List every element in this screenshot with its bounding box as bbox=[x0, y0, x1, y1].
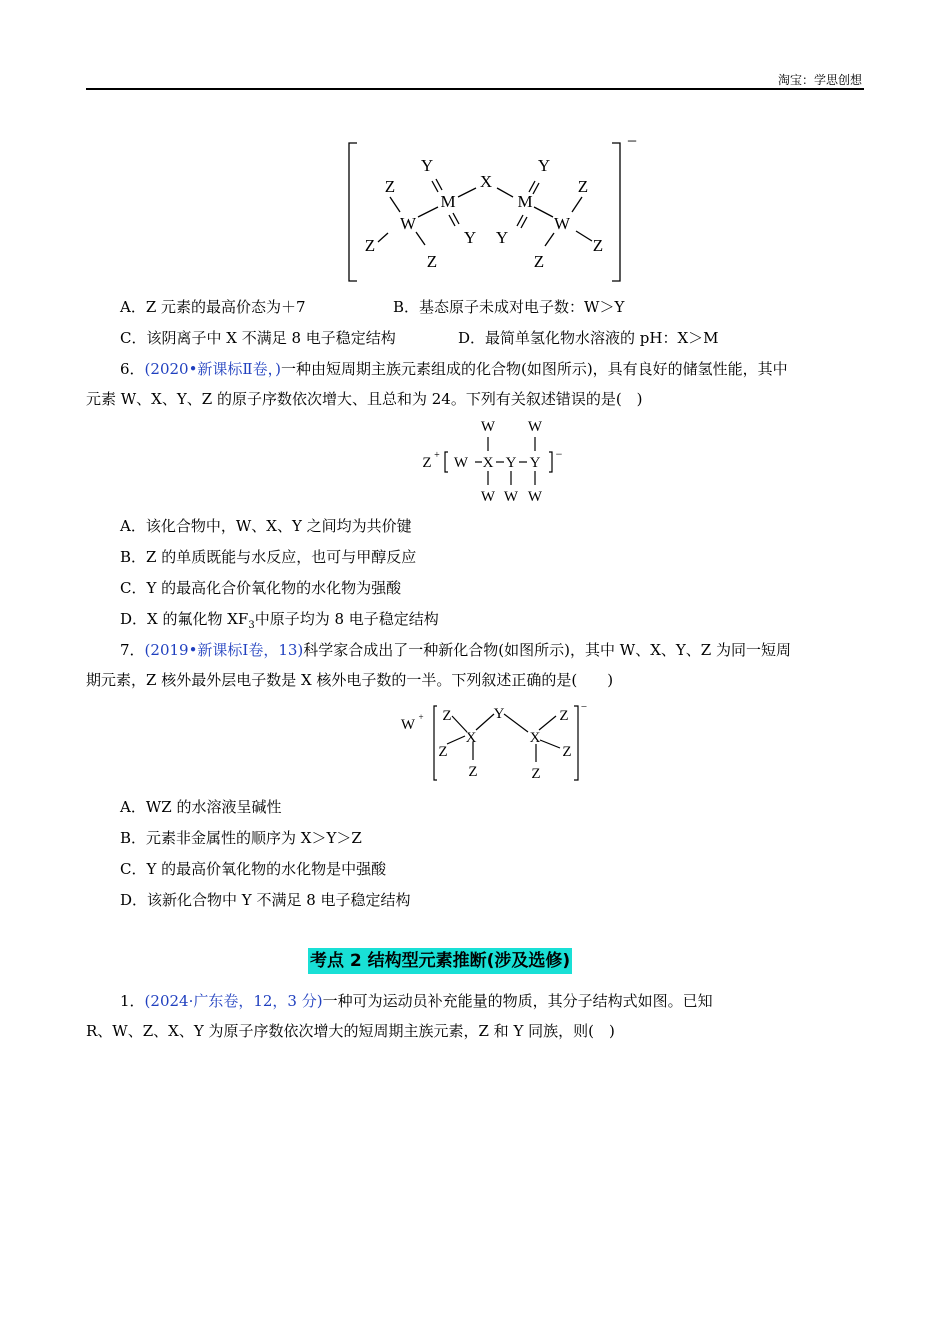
q7-source: (2019•新课标Ⅰ卷，13) bbox=[144, 641, 304, 659]
atom-z: Z bbox=[438, 744, 448, 760]
atom-y: Y bbox=[505, 455, 517, 471]
figure1-left-bracket bbox=[349, 143, 357, 281]
cation-plus: + bbox=[434, 450, 440, 461]
atom-z: Z bbox=[442, 708, 452, 724]
bond bbox=[458, 188, 476, 197]
bond bbox=[449, 215, 455, 226]
atom-w: W bbox=[480, 489, 496, 505]
atom-z: Z bbox=[468, 764, 478, 780]
atom-z: Z bbox=[531, 766, 541, 782]
atom-x: X bbox=[465, 730, 477, 746]
cation-z: Z bbox=[422, 455, 432, 471]
bond bbox=[432, 181, 438, 192]
atom-w: W bbox=[553, 214, 571, 233]
q6-option-a: A．该化合物中，W、X、Y 之间均为共价键 bbox=[120, 517, 412, 535]
q1-stem-line1: 1．(2024·广东卷，12，3 分)一种可为运动员补充能量的物质，其分子结构式如图。已知 bbox=[120, 992, 713, 1010]
atom-x: X bbox=[479, 172, 493, 191]
anion-charge: − bbox=[555, 447, 563, 461]
q7-option-b: B．元素非金属性的顺序为 X＞Y＞Z bbox=[120, 829, 362, 847]
atom-y: Y bbox=[495, 228, 509, 247]
bond bbox=[545, 233, 554, 246]
q7-option-d: D．该新化合物中 Y 不满足 8 电子稳定结构 bbox=[120, 891, 411, 909]
atom-w: W bbox=[480, 419, 496, 435]
atom-z: Z bbox=[426, 252, 438, 271]
atom-w: W bbox=[527, 489, 543, 505]
q1-source: (2024·广东卷，12，3 分) bbox=[144, 992, 323, 1010]
atom-y: Y bbox=[529, 455, 541, 471]
atom-z: Z bbox=[364, 236, 376, 255]
atom-y: Y bbox=[463, 228, 477, 247]
cation-plus: + bbox=[418, 712, 424, 722]
q1-stem-line2: R、W、Z、X、Y 为原子序数依次增大的短周期主族元素，Z 和 Y 同族，则( ) bbox=[86, 1022, 615, 1040]
atom-w: W bbox=[503, 489, 519, 505]
atom-y: Y bbox=[420, 156, 434, 175]
q7-option-a: A．WZ 的水溶液呈碱性 bbox=[120, 798, 282, 816]
atom-z: Z bbox=[562, 744, 572, 760]
q7-stem-line2: 期元素，Z 核外最外层电子数是 X 核外电子数的一半。下列叙述正确的是( ) bbox=[86, 671, 614, 689]
q6-stem-line2: 元素 W、X、Y、Z 的原子序数依次增大、且总和为 24。下列有关叙述错误的是( ) bbox=[86, 390, 643, 408]
figure1-charge: − bbox=[626, 135, 638, 151]
bond bbox=[517, 215, 523, 226]
section-heading: 考点 2 结构型元素推断(涉及选修) bbox=[308, 948, 572, 974]
bond bbox=[416, 232, 425, 245]
atom-m: M bbox=[517, 192, 533, 211]
atom-z: Z bbox=[559, 708, 569, 724]
atom-m: M bbox=[440, 192, 456, 211]
bond bbox=[390, 197, 400, 212]
atom-w: W bbox=[399, 214, 417, 233]
q5-option-a: A．Z 元素的最高价态为＋7 bbox=[120, 298, 306, 316]
figure1-right-bracket bbox=[612, 143, 620, 281]
bond bbox=[453, 213, 459, 224]
q6-option-c: C．Y 的最高化合价氧化物的水化物为强酸 bbox=[120, 579, 402, 597]
atom-w: W bbox=[527, 419, 543, 435]
anion-charge: − bbox=[580, 701, 588, 713]
q6-source: (2020•新课标Ⅱ卷，) bbox=[144, 360, 281, 378]
q7-option-c: C．Y 的最高价氧化物的水化物是中强酸 bbox=[120, 860, 387, 878]
bond bbox=[534, 207, 553, 217]
cation-w: W bbox=[400, 717, 416, 733]
q6-stem-line1: 6．(2020•新课标Ⅱ卷，)一种由短周期主族元素组成的化合物(如图所示)，具有良好的储氢性能，其中 bbox=[120, 360, 788, 378]
atom-w: W bbox=[453, 455, 469, 471]
q5-option-b: B．基态原子未成对电子数：W＞Y bbox=[393, 298, 625, 316]
bond bbox=[436, 179, 442, 190]
bond bbox=[378, 233, 388, 242]
atom-z: Z bbox=[592, 236, 604, 255]
bond bbox=[418, 207, 438, 217]
header-shop-text: 淘宝：学思创想 bbox=[777, 73, 862, 87]
q6-option-b: B．Z 的单质既能与水反应，也可与甲醇反应 bbox=[120, 548, 417, 566]
bond bbox=[497, 188, 513, 197]
figure3-structure bbox=[392, 700, 592, 784]
bond bbox=[572, 197, 582, 212]
atom-y: Y bbox=[537, 156, 551, 175]
bond bbox=[521, 217, 527, 228]
atom-y: Y bbox=[493, 706, 505, 722]
figure2-structure bbox=[415, 414, 575, 510]
atom-z: Z bbox=[577, 177, 589, 196]
bond bbox=[576, 231, 592, 241]
bond bbox=[533, 183, 539, 194]
bond bbox=[529, 181, 535, 192]
q5-option-d: D．最简单氢化物水溶液的 pH：X＞M bbox=[458, 329, 719, 347]
atom-z: Z bbox=[384, 177, 396, 196]
q5-option-c: C．该阴离子中 X 不满足 8 电子稳定结构 bbox=[120, 329, 396, 347]
figure1-structure bbox=[330, 135, 650, 290]
header-rule bbox=[86, 88, 864, 90]
atom-x: X bbox=[482, 455, 494, 471]
q7-stem-line1: 7．(2019•新课标Ⅰ卷，13)科学家合成出了一种新化合物(如图所示)，其中 W、X、Y、Z 为同一短周 bbox=[120, 641, 791, 659]
atom-x: X bbox=[529, 730, 541, 746]
atom-z: Z bbox=[533, 252, 545, 271]
q6-option-d: D．X 的氟化物 $XF_3$中原子均为 8 电子稳定结构 bbox=[120, 610, 439, 631]
